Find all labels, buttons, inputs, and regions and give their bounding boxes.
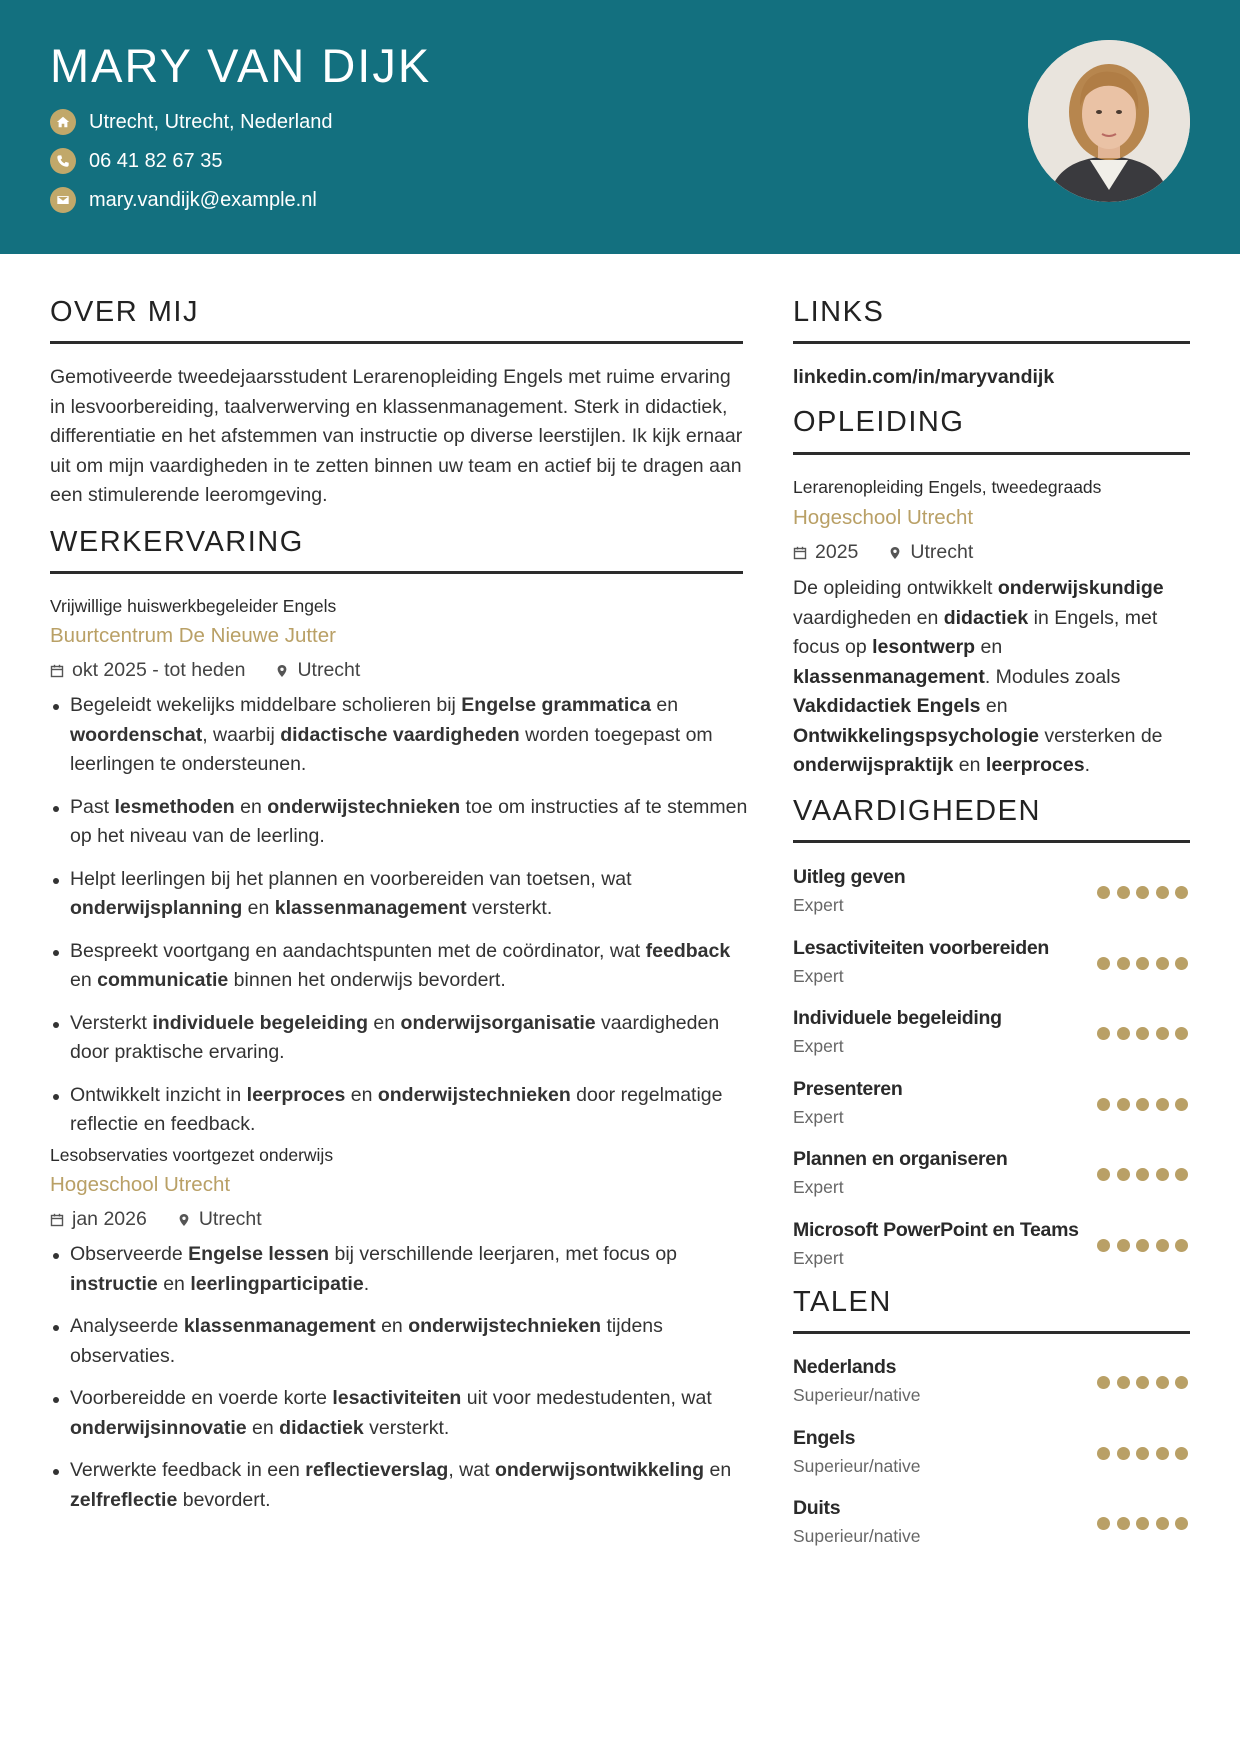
skill-rating <box>1097 886 1195 899</box>
skill-name: Microsoft PowerPoint en Teams <box>793 1218 1079 1241</box>
job-role: Vrijwillige huiswerkbegeleider Engels <box>50 596 337 616</box>
skill-level: Expert <box>793 965 844 986</box>
language-name: Duits <box>793 1497 841 1519</box>
rating-dot <box>1117 1098 1130 1111</box>
language-rating <box>1097 1376 1195 1389</box>
rating-dot <box>1156 1098 1169 1111</box>
language-rating <box>1097 1517 1195 1530</box>
contact-email <box>50 187 317 213</box>
job-place: Utrecht <box>198 1208 262 1230</box>
skill-rating <box>1097 1098 1195 1111</box>
job-bullets <box>50 691 750 1153</box>
skill-level: Expert <box>793 1177 844 1197</box>
rating-dot <box>1097 1376 1110 1389</box>
rating-dot <box>1136 886 1149 899</box>
languages-divider <box>793 1331 1190 1334</box>
job-date: okt 2025 - tot heden <box>72 659 246 681</box>
rating-dot <box>1117 886 1130 899</box>
bullet-item: Voorbereidde en voerde korte lesactiviteiten uit voor medestudenten, wat onderwijsinnovatie en didactiek versterkt. <box>50 1384 750 1443</box>
rating-dot <box>1097 886 1110 899</box>
calendar-icon <box>50 1213 64 1227</box>
skill-level: Expert <box>793 1036 844 1056</box>
skill-rating <box>1097 957 1195 970</box>
rating-dot <box>1175 886 1188 899</box>
rating-dot <box>1156 1376 1169 1389</box>
location-pin-icon <box>177 1213 191 1227</box>
contact-phone <box>50 148 222 174</box>
rating-dot <box>1156 886 1169 899</box>
skill-name: Presenteren <box>793 1077 903 1100</box>
location-pin-icon <box>888 546 902 560</box>
language-name: Engels <box>793 1426 856 1449</box>
rating-dot <box>1136 1376 1149 1389</box>
skill-level: Expert <box>793 895 844 915</box>
skill-rating <box>1097 1239 1195 1252</box>
language-level: Superieur/native <box>793 1455 921 1476</box>
job-place: Utrecht <box>297 659 361 681</box>
rating-dot <box>1136 1239 1149 1252</box>
education-heading: OPLEIDING <box>793 406 965 438</box>
profile-photo <box>1028 40 1190 202</box>
rating-dot <box>1117 957 1130 970</box>
rating-dot <box>1117 1447 1130 1460</box>
skill-level: Expert <box>793 1106 844 1127</box>
rating-dot <box>1097 1168 1110 1181</box>
bullet-item: Observeerde Engelse lessen bij verschillende leerjaren, met focus op instructie en leerlingparticipatie. <box>50 1240 750 1299</box>
rating-dot <box>1175 1239 1188 1252</box>
header <box>0 0 1240 254</box>
education-year: 2025 <box>815 541 859 563</box>
links-heading: LINKS <box>793 296 885 328</box>
skill-rating <box>1097 1027 1195 1040</box>
job-role: Lesobservaties voortgezet onderwijs <box>50 1145 334 1165</box>
skill-name: Lesactiviteiten voorbereiden <box>793 936 1050 959</box>
location-text: Utrecht, Utrecht, Nederland <box>89 110 333 133</box>
rating-dot <box>1175 1376 1188 1389</box>
education-divider <box>793 452 1190 455</box>
rating-dot <box>1175 957 1188 970</box>
bullet-item: Begeleidt wekelijks middelbare scholieren bij Engelse grammatica en woordenschat, waarbij didactische vaardigheden worden toegepast om leerlingen te ondersteunen. <box>50 691 750 780</box>
rating-dot <box>1097 1447 1110 1460</box>
rating-dot <box>1136 1098 1149 1111</box>
job-meta <box>50 1208 262 1231</box>
education-degree: Lerarenopleiding Engels, tweedegraads <box>793 477 1102 497</box>
phone-text: 06 41 82 67 35 <box>89 149 223 172</box>
bullet-item: Past lesmethoden en onderwijstechnieken toe om instructies af te stemmen op het niveau van de leerling. <box>50 793 750 852</box>
rating-dot <box>1117 1168 1130 1181</box>
language-name: Nederlands <box>793 1356 897 1378</box>
education-school: Hogeschool Utrecht <box>793 506 974 529</box>
skill-name: Individuele begeleiding <box>793 1007 1002 1029</box>
calendar-icon <box>793 546 807 560</box>
contact-location <box>50 109 332 135</box>
bullet-item: Versterkt individuele begeleiding en onderwijsorganisatie vaardigheden door praktische ervaring. <box>50 1009 750 1068</box>
email-text: mary.vandijk@example.nl <box>89 188 317 211</box>
rating-dot <box>1156 1239 1169 1252</box>
job-organization: Hogeschool Utrecht <box>50 1173 231 1196</box>
job-date: jan 2026 <box>72 1208 147 1230</box>
language-level: Superieur/native <box>793 1526 921 1546</box>
rating-dot <box>1117 1517 1130 1530</box>
rating-dot <box>1117 1239 1130 1252</box>
calendar-icon <box>50 664 64 678</box>
skills-divider <box>793 840 1190 843</box>
location-pin-icon <box>275 664 289 678</box>
home-icon <box>50 109 76 135</box>
rating-dot <box>1175 1447 1188 1460</box>
bullet-item: Helpt leerlingen bij het plannen en voorbereiden van toetsen, wat onderwijsplanning en klassenmanagement versterkt. <box>50 865 750 924</box>
phone-icon <box>50 148 76 174</box>
job-meta <box>50 659 360 682</box>
rating-dot <box>1175 1027 1188 1040</box>
job-bullets <box>50 1240 750 1528</box>
skill-name: Uitleg geven <box>793 866 906 888</box>
rating-dot <box>1156 1447 1169 1460</box>
about-text: Gemotiveerde tweedejaarsstudent Lerarenopleiding Engels met ruime ervaring in lesvoorbereiding, taalverwerving en klassenmanagement. Sterk in didactiek, differentiatie en het afstemmen van instructie op diverse leerstijlen. Ik kijk ernaar uit om mijn vaardigheden in te zetten binnen uw team en actief bij te dragen aan een stimulerende leeromgeving. <box>50 366 743 506</box>
rating-dot <box>1175 1098 1188 1111</box>
rating-dot <box>1175 1517 1188 1530</box>
education-description: De opleiding ontwikkelt onderwijskundige vaardigheden en didactiek in Engels, met focus op lesontwerp en klassenmanagement. Modules zoals Vakdidactiek Engels en Ontwikkelingspsychologie versterken de onderwijspraktijk en leerproces. <box>793 577 1164 776</box>
rating-dot <box>1117 1376 1130 1389</box>
about-divider <box>50 341 743 344</box>
bullet-item: Verwerkte feedback in een reflectieverslag, wat onderwijsontwikkeling en zelfreflectie bevordert. <box>50 1456 750 1515</box>
links-divider <box>793 341 1190 344</box>
rating-dot <box>1156 1027 1169 1040</box>
rating-dot <box>1136 1027 1149 1040</box>
rating-dot <box>1097 957 1110 970</box>
linkedin-link[interactable]: linkedin.com/in/maryvandijk <box>793 366 1055 388</box>
rating-dot <box>1097 1517 1110 1530</box>
job-organization: Buurtcentrum De Nieuwe Jutter <box>50 624 336 647</box>
rating-dot <box>1156 1168 1169 1181</box>
skills-heading: VAARDIGHEDEN <box>793 795 1041 827</box>
rating-dot <box>1136 1168 1149 1181</box>
experience-heading: WERKERVARING <box>50 526 304 558</box>
rating-dot <box>1136 1447 1149 1460</box>
rating-dot <box>1097 1098 1110 1111</box>
rating-dot <box>1136 1517 1149 1530</box>
email-icon <box>50 187 76 213</box>
education-meta <box>793 541 973 564</box>
rating-dot <box>1117 1027 1130 1040</box>
rating-dot <box>1156 957 1169 970</box>
rating-dot <box>1097 1239 1110 1252</box>
skill-rating <box>1097 1168 1195 1181</box>
language-level: Superieur/native <box>793 1385 921 1405</box>
experience-divider <box>50 571 743 574</box>
bullet-item: Analyseerde klassenmanagement en onderwijstechnieken tijdens observaties. <box>50 1312 750 1371</box>
education-place: Utrecht <box>910 541 974 563</box>
about-heading: OVER MIJ <box>50 296 199 328</box>
language-rating <box>1097 1447 1195 1460</box>
skill-level: Expert <box>793 1247 844 1268</box>
rating-dot <box>1097 1027 1110 1040</box>
rating-dot <box>1175 1168 1188 1181</box>
rating-dot <box>1136 957 1149 970</box>
bullet-item: Bespreekt voortgang en aandachtspunten met de coördinator, wat feedback en communicatie binnen het onderwijs bevordert. <box>50 937 750 996</box>
languages-heading: TALEN <box>793 1286 892 1318</box>
rating-dot <box>1156 1517 1169 1530</box>
bullet-item: Ontwikkelt inzicht in leerproces en onderwijstechnieken door regelmatige reflectie en feedback. <box>50 1081 750 1140</box>
candidate-name: MARY VAN DIJK <box>50 39 432 92</box>
skill-name: Plannen en organiseren <box>793 1148 1008 1170</box>
